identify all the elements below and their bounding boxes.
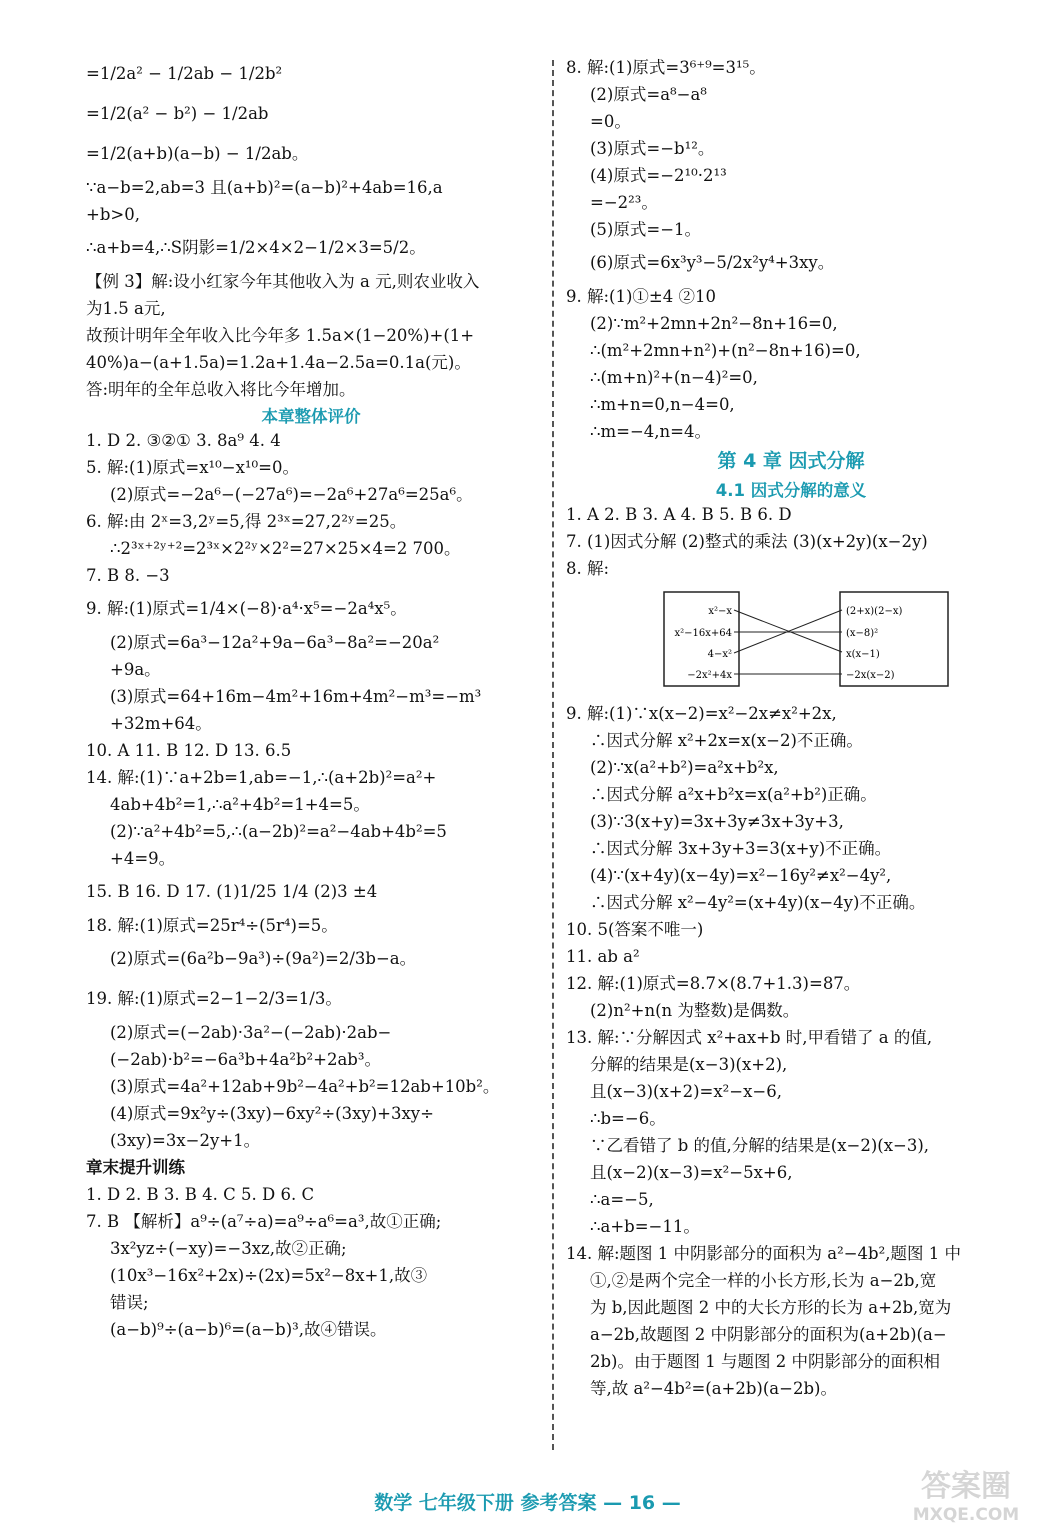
diagram-left-item: −2x²+4x	[687, 670, 732, 681]
answer-line: (2)原式=−2a⁶−(−27a⁶)=−2a⁶+27a⁶=25a⁶。	[110, 485, 473, 504]
answer-line: (a−b)⁹÷(a−b)⁶=(a−b)³,故④错误。	[110, 1320, 387, 1339]
diagram-right-item: x(x−1)	[846, 649, 880, 660]
answer-line: 分解的结果是(x−3)(x+2),	[590, 1055, 788, 1074]
answer-line: 1. D 2. B 3. B 4. C 5. D 6. C	[86, 1185, 315, 1204]
answer-line: 等,故 a²−4b²=(a+2b)(a−2b)。	[590, 1379, 837, 1398]
answer-line: 答:明年的全年总收入将比今年增加。	[86, 380, 356, 399]
answer-line: ∴m=−4,n=4。	[590, 422, 711, 441]
answer-line: ∴(m+n)²+(n−4)²=0,	[590, 368, 758, 387]
answer-line: 为 b,因此题图 2 中的大长方形的长为 a+2b,宽为	[590, 1298, 952, 1317]
answer-line: (−2ab)·b²=−6a³b+4a²b²+2ab³。	[110, 1050, 381, 1069]
answer-line: ∴因式分解 a²x+b²x=x(a²+b²)正确。	[590, 785, 877, 804]
answer-line: 6. 解:由 2ˣ=3,2ʸ=5,得 2³ˣ=27,2²ʸ=25。	[86, 512, 407, 531]
right-bottom-answers	[566, 700, 1016, 1402]
answer-line: 19. 解:(1)原式=2−1−2/3=1/3。	[86, 989, 342, 1008]
answer-line: (3)原式=64+16m−4m²+16m+4m²−m³=−m³	[110, 687, 482, 706]
answer-line: (3)原式=−b¹²。	[590, 139, 715, 158]
answer-line: (5)原式=−1。	[590, 220, 702, 239]
answer-line: 1. A 2. B 3. A 4. B 5. B 6. D	[566, 505, 792, 524]
answer-line: ∴a+b=−11。	[590, 1217, 700, 1236]
answer-line: (4)原式=9x²y÷(3xy)−6xy²÷(3xy)+3xy÷	[110, 1104, 434, 1123]
answer-line: 1. D 2. ③②① 3. 8a⁹ 4. 4	[86, 431, 281, 450]
answer-line: ∴因式分解 x²+2x=x(x−2)不正确。	[590, 731, 863, 750]
answer-line: 7. B 【解析】a⁹÷(a⁷÷a)=a⁹÷a⁶=a³,故①正确;	[86, 1212, 442, 1231]
answer-line: 2b)。由于题图 1 与题图 2 中阴影部分的面积相	[590, 1352, 940, 1371]
answer-line: (2)原式=(−2ab)·3a²−(−2ab)·2ab−	[110, 1023, 392, 1042]
answer-line: ∴a=−5,	[590, 1190, 654, 1209]
answer-line: 10. 5(答案不唯一)	[566, 920, 704, 939]
answer-line: =0。	[590, 112, 631, 131]
answer-line: =1/2(a+b)(a−b) − 1/2ab。	[86, 144, 309, 163]
answer-line: (3)∵3(x+y)=3x+3y≠3x+3y+3,	[590, 812, 844, 831]
answer-line: 9. 解:(1)∵x(x−2)=x²−2x≠x²+2x,	[566, 704, 837, 723]
diagram-left-item: 4−x²	[707, 649, 732, 660]
answer-line: 【例 3】解:设小红家今年其他收入为 a 元,则农业收入	[86, 272, 480, 291]
answer-line: 12. 解:(1)原式=8.7×(8.7+1.3)=87。	[566, 974, 861, 993]
answer-line: (2)∵m²+2mn+2n²−8n+16=0,	[590, 314, 838, 333]
answer-line: 4ab+4b²=1,∴a²+4b²=1+4=5。	[110, 795, 370, 814]
answer-line: 8. 解:	[566, 559, 610, 578]
answer-line: 14. 解:题图 1 中阴影部分的面积为 a²−4b²,题图 1 中	[566, 1244, 961, 1263]
answer-line: (2)原式=6a³−12a²+9a−6a³−8a²=−20a²	[110, 633, 440, 652]
factorization-matching-diagram	[662, 590, 1016, 692]
answer-line: 为1.5 a元,	[86, 299, 166, 318]
answer-line: +32m+64。	[110, 714, 212, 733]
answer-line: ∵a−b=2,ab=3 且(a+b)²=(a−b)²+4ab=16,a	[86, 178, 443, 197]
answer-line: ∴(m²+2mn+n²)+(n²−8n+16)=0,	[590, 341, 861, 360]
answer-line: 7. (1)因式分解 (2)整式的乘法 (3)(x+2y)(x−2y)	[566, 532, 928, 551]
answer-line: (3)原式=4a²+12ab+9b²−4a²+b²=12ab+10b²。	[110, 1077, 500, 1096]
svg-text:答案圈: 答案圈	[921, 1469, 1011, 1504]
answer-line: ∴2³ˣ⁺²ʸ⁺²=2³ˣ×2²ʸ×2²=27×25×4=2 700。	[110, 539, 461, 558]
answer-line: 11. ab a²	[566, 947, 640, 966]
answer-line: =1/2a² − 1/2ab − 1/2b²	[86, 64, 283, 83]
answer-line: a−2b,故题图 2 中阴影部分的面积为(a+2b)(a−	[590, 1325, 947, 1344]
answer-line: (2)∵x(a²+b²)=a²x+b²x,	[590, 758, 779, 777]
answer-line: 9. 解:(1)①±4 ②10	[566, 287, 716, 306]
answer-line: (2)原式=a⁸−a⁸	[590, 85, 707, 104]
answer-line: 故预计明年全年收入比今年多 1.5a×(1−20%)+(1+	[86, 326, 475, 345]
page-footer: 数学 七年级下册 参考答案 — 16 —	[374, 1492, 681, 1514]
right-top-answers	[566, 54, 1016, 582]
answer-line: =1/2(a² − b²) − 1/2ab	[86, 104, 269, 123]
answer-line: 5. 解:(1)原式=x¹⁰−x¹⁰=0。	[86, 458, 299, 477]
left-column	[86, 54, 536, 1343]
answer-line: (10x³−16x²+2x)÷(2x)=5x²−8x+1,故③	[110, 1266, 428, 1285]
answer-line: (2)原式=(6a²b−9a³)÷(9a²)=2/3b−a。	[110, 949, 417, 968]
answer-line: ①,②是两个完全一样的小长方形,长为 a−2b,宽	[590, 1271, 937, 1290]
answer-line: +b>0,	[86, 205, 140, 224]
answer-line: 8. 解:(1)原式=3⁶⁺⁹=3¹⁵。	[566, 58, 766, 77]
answer-line: ∴b=−6。	[590, 1109, 666, 1128]
diagram-left-item: x²−16x+64	[674, 628, 732, 639]
answer-line: 9. 解:(1)原式=1/4×(−8)·a⁴·x⁵=−2a⁴x⁵。	[86, 599, 407, 618]
answer-line: =−2²³。	[590, 193, 658, 212]
svg-text:MXQE.COM: MXQE.COM	[912, 1505, 1020, 1525]
diagram-right-item: (2+x)(2−x)	[846, 606, 903, 617]
answer-line: ∴m+n=0,n−4=0,	[590, 395, 735, 414]
answer-line: 且(x−2)(x−3)=x²−5x+6,	[590, 1163, 793, 1182]
answer-line: (6)原式=6x³y³−5/2x²y⁴+3xy。	[590, 253, 835, 272]
answer-line: (4)原式=−2¹⁰·2¹³	[590, 166, 727, 185]
answer-line: 且(x−3)(x+2)=x²−x−6,	[590, 1082, 782, 1101]
answer-line: 10. A 11. B 12. D 13. 6.5	[86, 741, 292, 760]
subsection-heading: 章末提升训练	[86, 1158, 185, 1177]
answer-line: 7. B 8. −3	[86, 566, 170, 585]
answer-line: +9a。	[110, 660, 161, 679]
column-divider	[552, 60, 554, 1450]
diagram-right-item: (x−8)²	[846, 628, 879, 639]
answer-line: 3x²yz÷(−xy)=−3xz,故②正确;	[110, 1239, 347, 1258]
answer-line: +4=9。	[110, 849, 176, 868]
section-heading: 本章整体评价	[261, 407, 361, 426]
answer-line: 18. 解:(1)原式=25r⁴÷(5r⁴)=5。	[86, 916, 338, 935]
diagram-right-item: −2x(x−2)	[846, 670, 895, 681]
section-heading: 4.1 因式分解的意义	[715, 481, 867, 500]
answer-line: ∴a+b=4,∴S阴影=1/2×4×2−1/2×3=5/2。	[86, 238, 426, 257]
answer-line: 14. 解:(1)∵a+2b=1,ab=−1,∴(a+2b)²=a²+	[86, 768, 437, 787]
answer-line: (4)∵(x+4y)(x−4y)=x²−16y²≠x²−4y²,	[590, 866, 892, 885]
watermark-logo	[891, 1458, 1041, 1528]
answer-line: (3xy)=3x−2y+1。	[110, 1131, 261, 1150]
answer-line: ∴因式分解 x²−4y²=(x+4y)(x−4y)不正确。	[590, 893, 926, 912]
answer-line: 错误;	[110, 1293, 149, 1312]
answer-line: ∴因式分解 3x+3y+3=3(x+y)不正确。	[590, 839, 892, 858]
answer-line: ∵乙看错了 b 的值,分解的结果是(x−2)(x−3),	[590, 1136, 930, 1155]
answer-line: 13. 解:∵分解因式 x²+ax+b 时,甲看错了 a 的值,	[566, 1028, 933, 1047]
answer-line: 15. B 16. D 17. (1)1/25 1/4 (2)3 ±4	[86, 882, 378, 901]
section-heading: 第 4 章 因式分解	[717, 450, 865, 472]
answer-line: (2)∵a²+4b²=5,∴(a−2b)²=a²−4ab+4b²=5	[110, 822, 447, 841]
right-column	[566, 54, 1016, 1402]
diagram-left-item: x²−x	[708, 606, 732, 617]
matching-lines	[734, 610, 842, 674]
answer-line: (2)n²+n(n 为整数)是偶数。	[590, 1001, 800, 1020]
answer-line: 40%)a−(a+1.5a)=1.2a+1.4a−2.5a=0.1a(元)。	[86, 353, 471, 372]
